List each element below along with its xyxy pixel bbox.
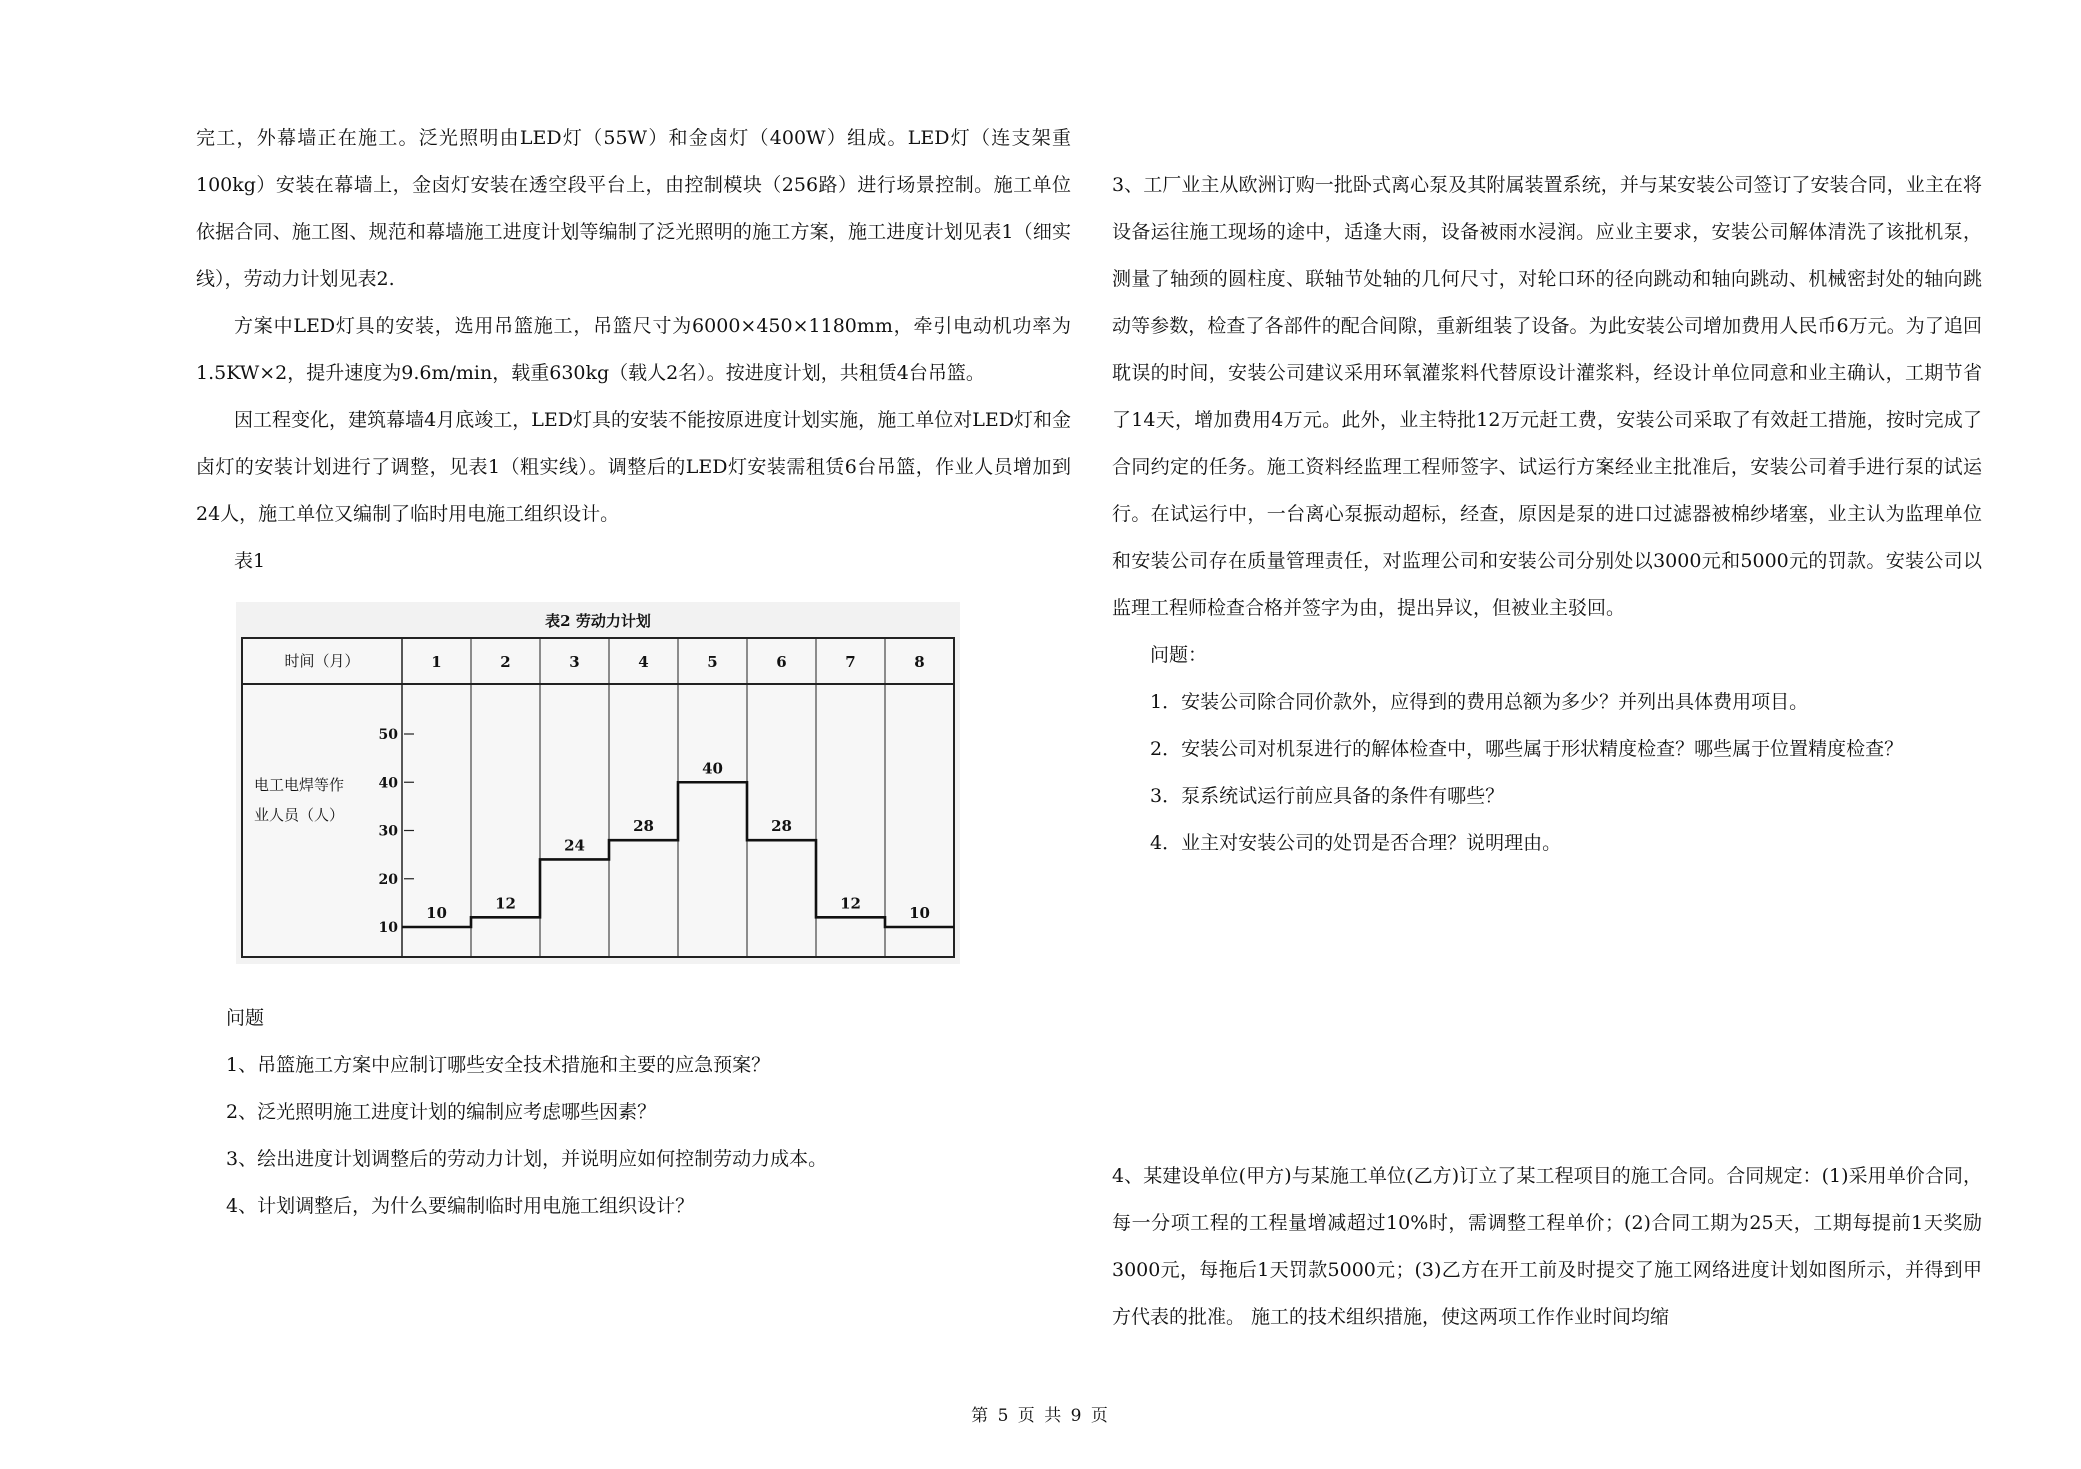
case-3-question: 3．泵系统试运行前应具备的条件有哪些？ [1150, 785, 1505, 807]
month-label-6: 6 [776, 653, 787, 671]
value-label-6: 28 [771, 817, 792, 836]
chart-title: 表2 劳动力计划 [545, 612, 651, 630]
month-label-7: 7 [845, 653, 856, 671]
month-label-3: 3 [569, 653, 580, 671]
question-item: 4、计划调整后，为什么要编制临时用电施工组织设计？ [226, 1195, 695, 1217]
value-label-4: 28 [633, 817, 654, 836]
case-4-text: 4、某建设单位(甲方)与某施工单位(乙方)订立了某工程项目的施工合同。合同规定：(1)采用单价合同，每一分项工程的工程量增减超过10%时，需调整工程单价；(2)合同工期为25天，工期每提前1天奖励3000元，每拖后1天罚款5000元；(3)乙方在开工前及时提交了施工网络进度计划如图所示，并得到甲方代表的批准。 施工的技术组织措施，使这两项工作作业时间均缩 [1112, 1165, 1982, 1328]
month-label-1: 1 [431, 653, 442, 671]
labor-plan-chart [236, 602, 960, 964]
y-tick-label: 40 [378, 775, 398, 792]
question-item: 1、吊篮施工方案中应制订哪些安全技术措施和主要的应急预案？ [226, 1054, 771, 1076]
month-label-5: 5 [707, 653, 718, 671]
y-tick-label: 50 [378, 727, 398, 743]
value-label-5: 40 [702, 759, 723, 778]
case-4-block [1112, 1153, 1982, 1341]
value-label-2: 12 [495, 894, 516, 913]
question-item: 3、绘出进度计划调整后的劳动力计划，并说明应如何控制劳动力成本。 [226, 1148, 828, 1170]
page-footer: 第 5 页 共 9 页 [971, 1406, 1110, 1426]
y-tick-label: 20 [378, 871, 398, 888]
left-column [196, 115, 1071, 585]
case-3-question: 2．安装公司对机泵进行的解体检查中，哪些属于形状精度检查？哪些属于位置精度检查？ [1150, 738, 1904, 760]
right-column [1112, 162, 1982, 867]
paragraph-adjustment: 因工程变化，建筑幕墙4月底竣工，LED灯具的安装不能按原进度计划实施，施工单位对LED灯和金卤灯的安装计划进行了调整，见表1（粗实线）。调整后的LED灯安装需租赁6台吊篮，作业人员增加到24人，施工单位又编制了临时用电施工组织设计。 [196, 409, 1071, 525]
row-label-line: 电工电焊等作 [254, 776, 345, 794]
y-tick-label: 30 [378, 823, 398, 840]
value-label-8: 10 [909, 904, 930, 922]
left-questions [226, 995, 1076, 1230]
labor-plan-svg [236, 602, 960, 964]
row-label-line: 业人员（人） [254, 806, 345, 824]
table-caption: 表1 [234, 550, 266, 572]
value-label-3: 24 [564, 836, 585, 855]
month-label-8: 8 [914, 653, 925, 671]
y-tick-label: 10 [378, 920, 398, 936]
paragraph-basket: 方案中LED灯具的安装，选用吊篮施工，吊篮尺寸为6000×450×1180mm，牵引电动机功率为1.5KW×2，提升速度为9.6m/min，载重630kg（载人2名）。按进度计划，共租赁4台吊篮。 [196, 315, 1071, 384]
month-label-2: 2 [500, 653, 511, 671]
header-time-label: 时间（月） [284, 652, 360, 670]
month-label-4: 4 [638, 653, 649, 671]
questions-heading: 问题 [226, 1007, 265, 1029]
case-3-question: 1．安装公司除合同价款外，应得到的费用总额为多少？并列出具体费用项目。 [1150, 691, 1809, 713]
case-3-text: 3、工厂业主从欧洲订购一批卧式离心泵及其附属装置系统，并与某安装公司签订了安装合同，业主在将设备运往施工现场的途中，适逢大雨，设备被雨水浸润。应业主要求，安装公司解体清洗了该批机泵，测量了轴颈的圆柱度、联轴节处轴的几何尺寸，对轮口环的径向跳动和轴向跳动、机械密封处的轴向跳动等参数，检查了各部件的配合间隙，重新组装了设备。为此安装公司增加费用人民币6万元。为了追回耽误的时间，安装公司建议采用环氧灌浆料代替原设计灌浆料，经设计单位同意和业主确认，工期节省了14天，增加费用4万元。此外，业主特批12万元赶工费，安装公司采取了有效赶工措施，按时完成了合同约定的任务。施工资料经监理工程师签字、试运行方案经业主批准后，安装公司着手进行泵的试运行。在试运行中，一台离心泵振动超标，经查，原因是泵的进口过滤器被棉纱堵塞，业主认为监理单位和安装公司存在质量管理责任，对监理公司和安装公司分别处以3000元和5000元的罚款。安装公司以监理工程师检查合格并签字为由，提出异议，但被业主驳回。 [1112, 174, 1982, 619]
value-label-1: 10 [426, 904, 447, 922]
question-item: 2、泛光照明施工进度计划的编制应考虑哪些因素？ [226, 1101, 657, 1123]
case-3-question: 4．业主对安装公司的处罚是否合理？说明理由。 [1150, 832, 1562, 854]
value-label-7: 12 [840, 894, 861, 913]
paragraph-intro: 完工，外幕墙正在施工。泛光照明由LED灯（55W）和金卤灯（400W）组成。LED灯（连支架重100kg）安装在幕墙上，金卤灯安装在透空段平台上，由控制模块（256路）进行场景控制。施工单位依据合同、施工图、规范和幕墙施工进度计划等编制了泛光照明的施工方案，施工进度计划见表1（细实线），劳动力计划见表2. [196, 127, 1071, 290]
case-3-questions-heading: 问题： [1150, 644, 1208, 666]
